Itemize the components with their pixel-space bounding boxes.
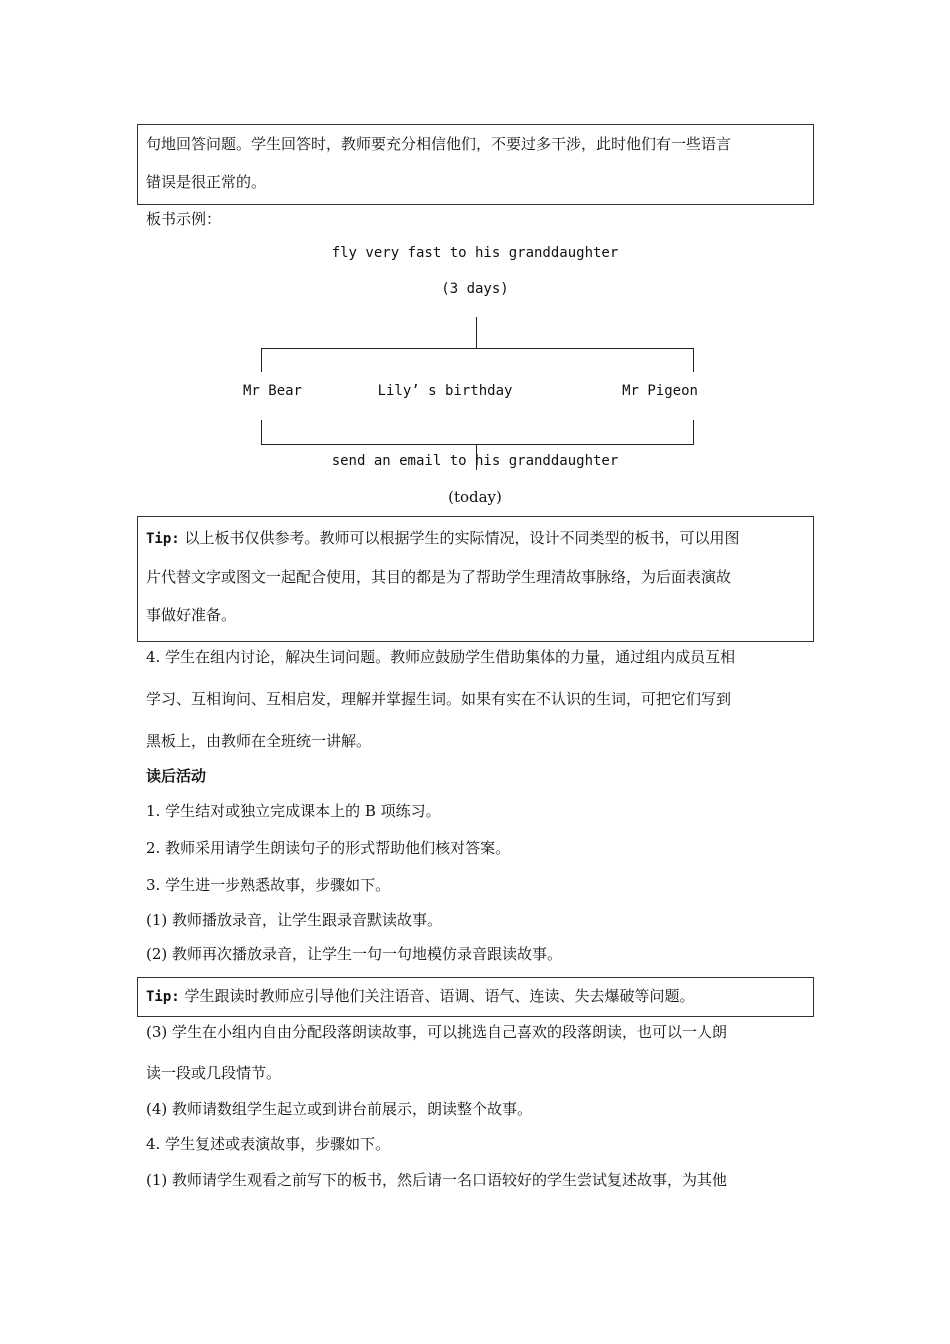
diagram-right-label: Mr Pigeon — [622, 383, 698, 399]
tip1-line-3: 事做好准备。 — [146, 606, 237, 624]
diagram-top-sub: (3 days) — [441, 281, 509, 297]
diagram-bar-bottom — [261, 444, 694, 445]
diagram-bottom-text: send an email to his granddaughter — [331, 453, 619, 469]
after-reading-heading: 读后活动 — [146, 767, 207, 785]
tip2-line — [146, 978, 805, 1015]
step-4: (4) 教师请数组学生起立或到讲台前展示，朗读整个故事。 — [146, 1100, 533, 1118]
note-box — [137, 124, 814, 205]
para4-line-2: 学习、互相询问、互相启发，理解并掌握生词。如果有实在不认识的生词，可把它们写到 — [146, 690, 732, 708]
diagram-bar-top — [261, 348, 694, 349]
tip-box-1 — [137, 516, 814, 642]
diagram-stem-top — [476, 317, 477, 349]
after-reading-item-1: 1. 学生结对或独立完成课本上的 B 项练习。 — [146, 802, 441, 820]
after-reading-step-1: (1) 教师播放录音，让学生跟录音默读故事。 — [146, 911, 443, 929]
para4-line-1: 4. 学生在组内讨论，解决生词问题。教师应鼓励学生借助集体的力量，通过组内成员互相 — [146, 648, 736, 666]
tip1-text-1: 以上板书仅供参考。教师可以根据学生的实际情况，设计不同类型的板书，可以用图 — [184, 529, 740, 547]
item-4: 4. 学生复述或表演故事，步骤如下。 — [146, 1135, 391, 1153]
after-reading-step-2: (2) 教师再次播放录音，让学生一句一句地模仿录音跟读故事。 — [146, 945, 563, 963]
diagram-tick-right-top — [693, 348, 694, 372]
tip1-line-2: 片代替文字或图文一起配合使用，其目的都是为了帮助学生理清故事脉络，为后面表演故 — [146, 568, 732, 586]
diagram-top-text: fly very fast to his granddaughter — [331, 245, 619, 261]
diagram-tick-right-bottom — [693, 420, 694, 445]
after-reading-item-3: 3. 学生进一步熟悉故事，步骤如下。 — [146, 876, 391, 894]
tip1-label: Tip: — [146, 531, 180, 547]
diagram-bottom-sub: (today) — [448, 488, 502, 506]
step-3-line-1: (3) 学生在小组内自由分配段落朗读故事，可以挑选自己喜欢的段落朗读，也可以一人朗 — [146, 1023, 728, 1041]
tip2-text: 学生跟读时教师应引导他们关注语音、语调、语气、连读、失去爆破等问题。 — [184, 987, 695, 1005]
tip1-line-1 — [146, 519, 805, 558]
board-heading: 板书示例： — [146, 210, 222, 228]
tip-box-2 — [137, 977, 814, 1017]
tip2-label: Tip: — [146, 989, 180, 1005]
diagram-middle-label: Lily’ s birthday — [377, 383, 513, 399]
para4-line-3: 黑板上，由教师在全班统一讲解。 — [146, 732, 372, 750]
step-3-line-2: 读一段或几段情节。 — [146, 1064, 282, 1082]
note-line-2: 错误是很正常的。 — [146, 173, 267, 191]
diagram-tick-left-top — [261, 348, 262, 372]
item-4-step-1: (1) 教师请学生观看之前写下的板书，然后请一名口语较好的学生尝试复述故事，为其他 — [146, 1171, 728, 1189]
after-reading-item-2: 2. 教师采用请学生朗读句子的形式帮助他们核对答案。 — [146, 839, 511, 857]
diagram-left-label: Mr Bear — [242, 383, 302, 399]
diagram-tick-left-bottom — [261, 420, 262, 445]
note-line-1: 句地回答问题。学生回答时，教师要充分相信他们，不要过多干涉，此时他们有一些语言 — [146, 135, 732, 153]
